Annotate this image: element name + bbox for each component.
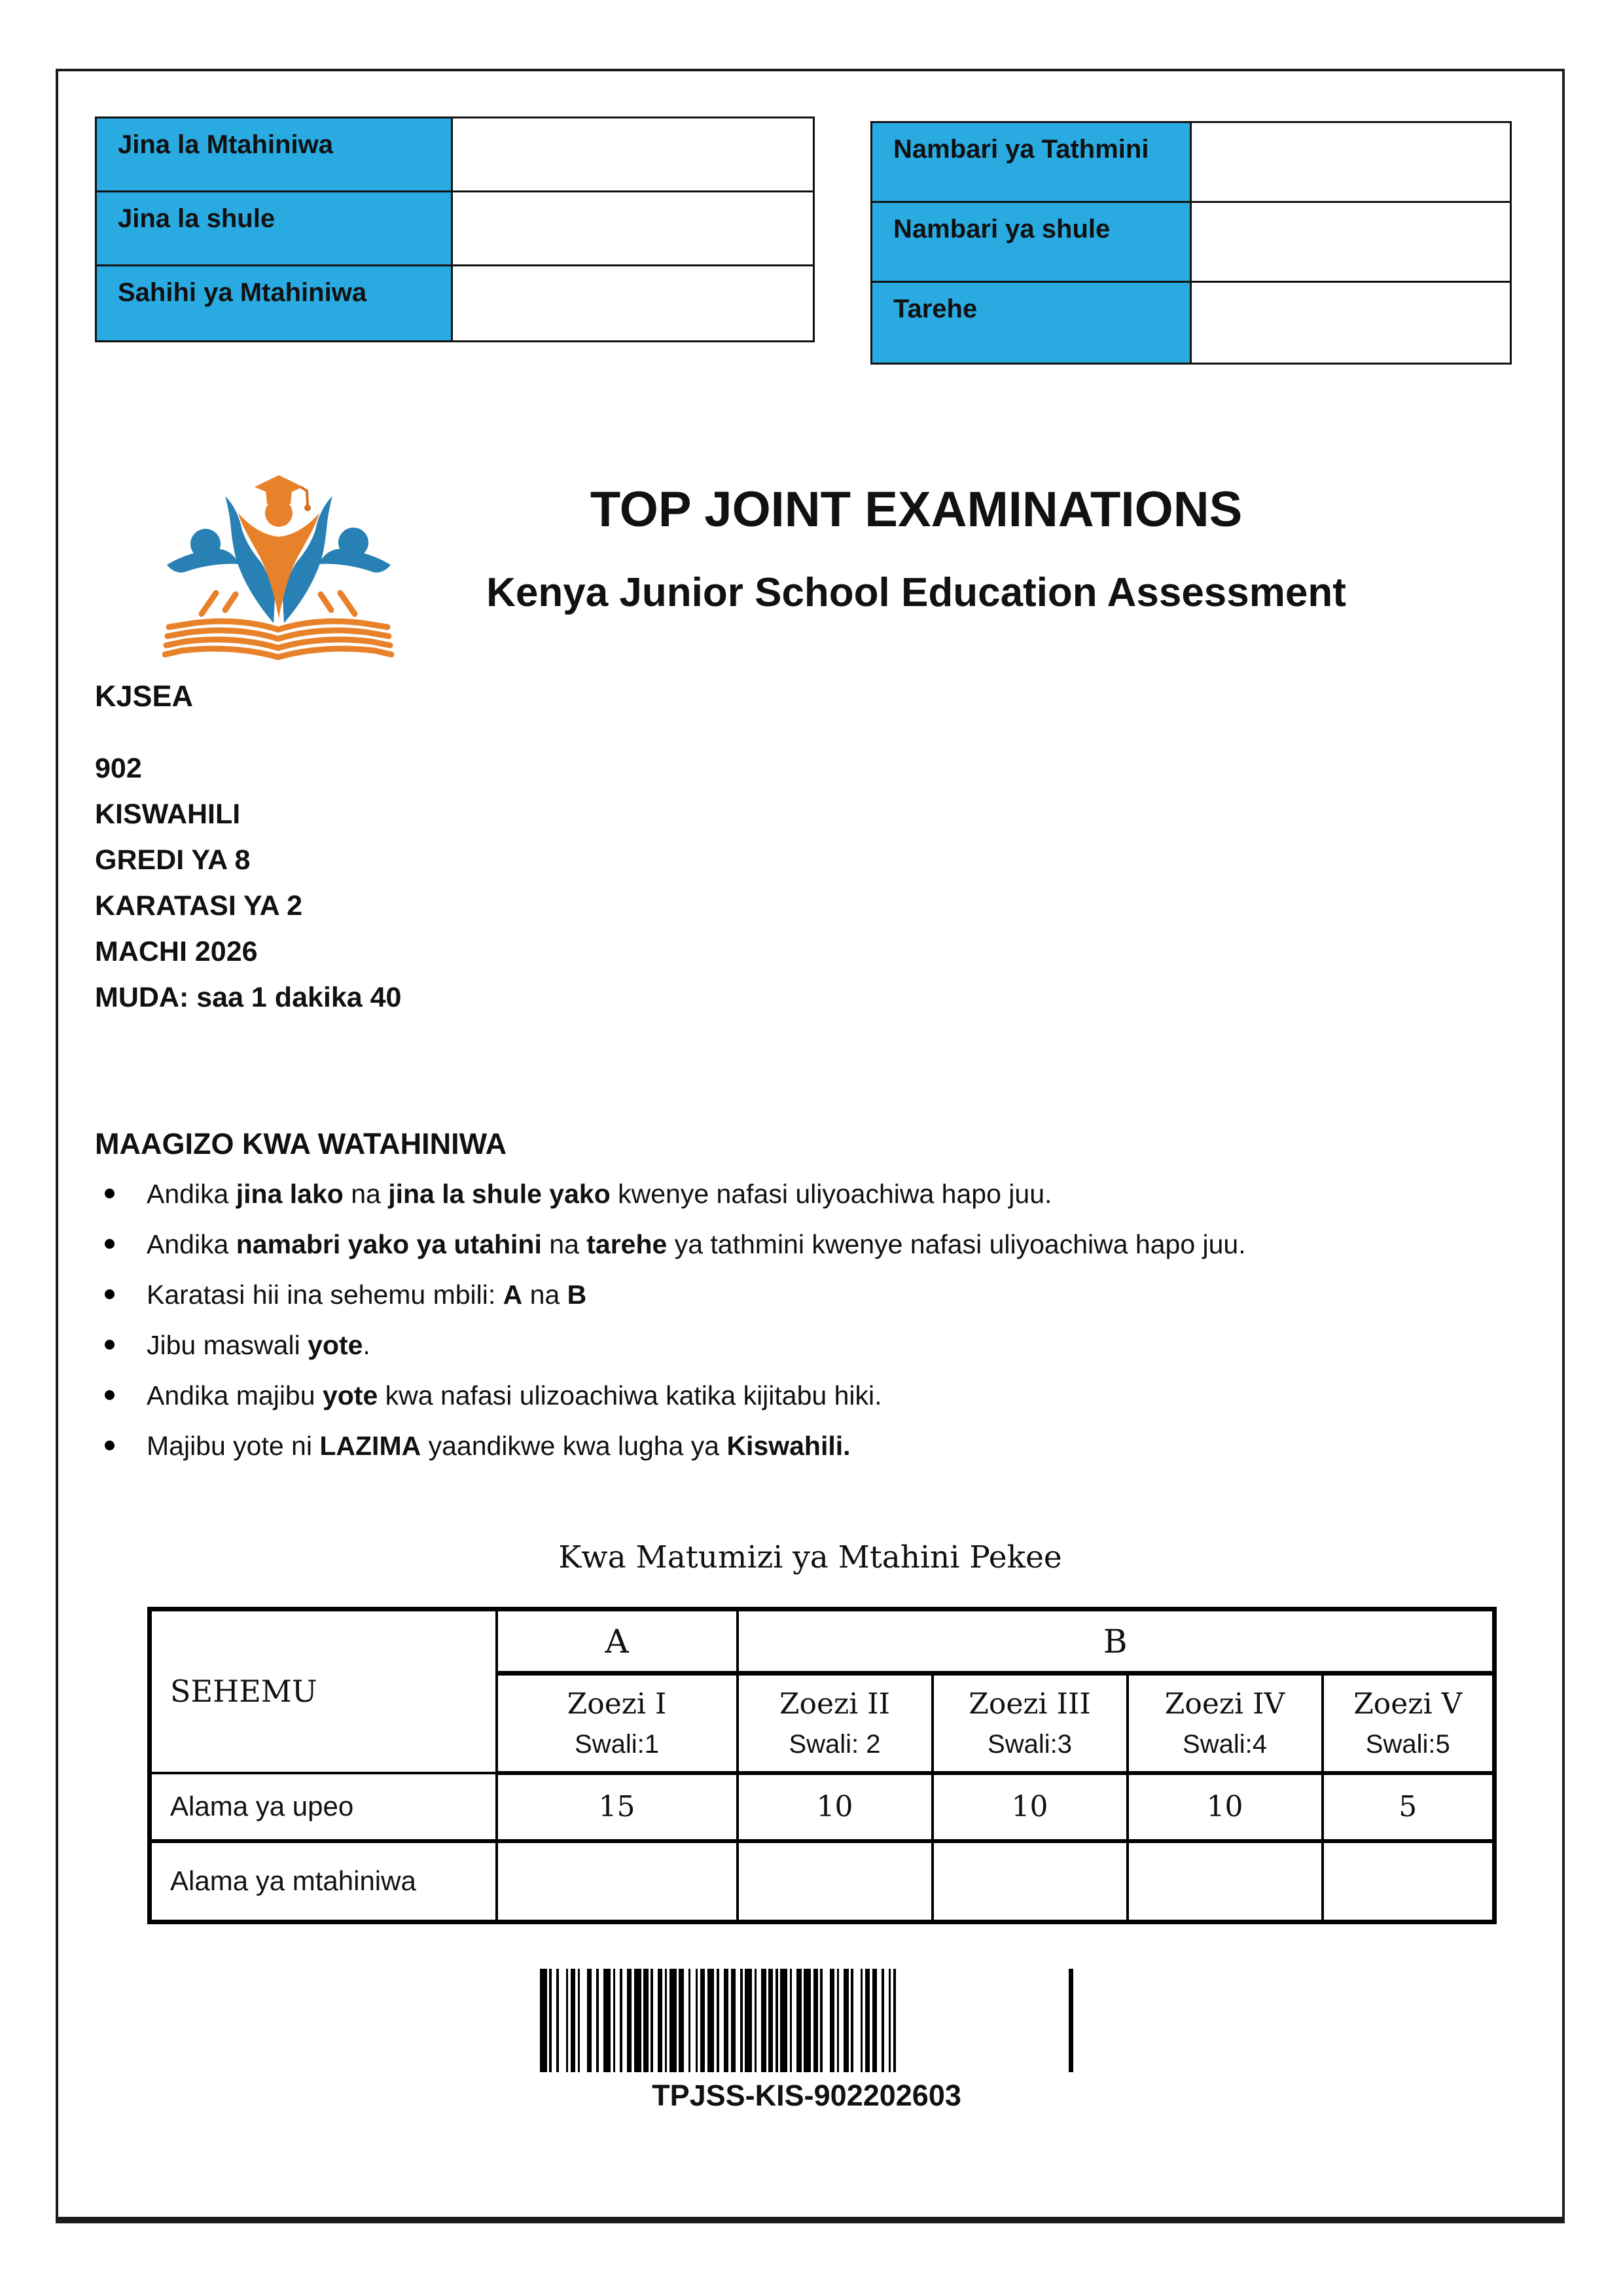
zoezi-1-header: Zoezi I Swali:1: [497, 1674, 738, 1773]
table-row: [97, 192, 813, 266]
instruction-item: Karatasi hii ina sehemu mbili: A na B: [98, 1279, 1505, 1310]
table-row: [97, 266, 813, 340]
candidate-marks-zoezi-4[interactable]: [1128, 1841, 1323, 1922]
top-joint-examinations-logo: [162, 458, 398, 674]
assessment-info-table: [870, 121, 1512, 365]
candidate-marks-zoezi-2[interactable]: [738, 1841, 933, 1922]
assessment-number-label: Nambari ya Tathmini: [872, 123, 1192, 201]
barcode-icon: [540, 1969, 1073, 2072]
zoezi-3-header: Zoezi III Swali:3: [933, 1674, 1128, 1773]
org-abbreviation: KJSEA: [95, 679, 194, 713]
max-marks-zoezi-2: 10: [738, 1773, 933, 1841]
page-title: TOP JOINT EXAMINATIONS: [590, 482, 1243, 537]
section-b-header: B: [738, 1609, 1495, 1674]
zoezi-5-header: Zoezi V Swali:5: [1323, 1674, 1495, 1773]
exam-duration: MUDA: saa 1 dakika 40: [95, 982, 402, 1013]
candidate-signature-field[interactable]: [453, 266, 813, 340]
school-name-field[interactable]: [453, 192, 813, 264]
candidate-marks-zoezi-3[interactable]: [933, 1841, 1128, 1922]
candidate-name-label: Jina la Mtahiniwa: [97, 118, 453, 190]
school-name-label: Jina la shule: [97, 192, 453, 264]
instruction-item: Andika jina lako na jina la shule yako kwenye nafasi uliyoachiwa hapo juu.: [98, 1178, 1505, 1210]
marks-table: [147, 1607, 1497, 1924]
candidate-marks-zoezi-5[interactable]: [1323, 1841, 1495, 1922]
table-row: [872, 283, 1510, 363]
instruction-item: Andika namabri yako ya utahini na tarehe ya tathmini kwenye nafasi uliyoachiwa hapo juu.: [98, 1229, 1505, 1260]
paper-number: KARATASI YA 2: [95, 890, 302, 922]
examiner-use-title: Kwa Matumizi ya Mtahini Pekee: [558, 1539, 1062, 1575]
section-a-header: A: [497, 1609, 738, 1674]
zoezi-2-header: Zoezi II Swali: 2: [738, 1674, 933, 1773]
max-marks-zoezi-5: 5: [1323, 1773, 1495, 1841]
assessment-number-field[interactable]: [1192, 123, 1510, 201]
date-field[interactable]: [1192, 283, 1510, 363]
max-marks-zoezi-1: 15: [497, 1773, 738, 1841]
candidate-info-table: [95, 117, 815, 342]
date-label: Tarehe: [872, 283, 1192, 363]
barcode-text: TPJSS-KIS-902202603: [652, 2079, 961, 2112]
max-marks-zoezi-4: 10: [1128, 1773, 1323, 1841]
instructions-heading: MAAGIZO KWA WATAHINIWA: [95, 1127, 507, 1160]
candidate-signature-label: Sahihi ya Mtahiniwa: [97, 266, 453, 340]
candidate-marks-zoezi-1[interactable]: [497, 1841, 738, 1922]
exam-info-block: [95, 753, 401, 1028]
grade-level: GREDI YA 8: [95, 844, 251, 876]
zoezi-4-header: Zoezi IV Swali:4: [1128, 1674, 1323, 1773]
header-title-block: [458, 481, 1374, 616]
max-marks-zoezi-3: 10: [933, 1773, 1128, 1841]
candidate-marks-row-label: Alama ya mtahiniwa: [150, 1841, 497, 1922]
school-number-field[interactable]: [1192, 203, 1510, 281]
graduation-book-logo-icon: [162, 458, 398, 674]
exam-date: MACHI 2026: [95, 936, 258, 967]
candidate-name-field[interactable]: [453, 118, 813, 190]
sehemu-corner-cell: SEHEMU: [150, 1609, 497, 1773]
paper-code: 902: [95, 753, 142, 784]
page-subtitle: Kenya Junior School Education Assessment: [486, 570, 1346, 615]
table-row: [872, 203, 1510, 283]
table-row: [872, 123, 1510, 203]
instruction-item: Jibu maswali yote.: [98, 1329, 1505, 1361]
table-row: [97, 118, 813, 192]
instructions-list: [98, 1178, 1505, 1480]
subject-name: KISWAHILI: [95, 798, 241, 830]
max-marks-row-label: Alama ya upeo: [150, 1773, 497, 1841]
school-number-label: Nambari ya shule: [872, 203, 1192, 281]
instruction-item: Andika majibu yote kwa nafasi ulizoachiwa katika kijitabu hiki.: [98, 1380, 1505, 1411]
instruction-item: Majibu yote ni LAZIMA yaandikwe kwa lugha ya Kiswahili.: [98, 1430, 1505, 1462]
